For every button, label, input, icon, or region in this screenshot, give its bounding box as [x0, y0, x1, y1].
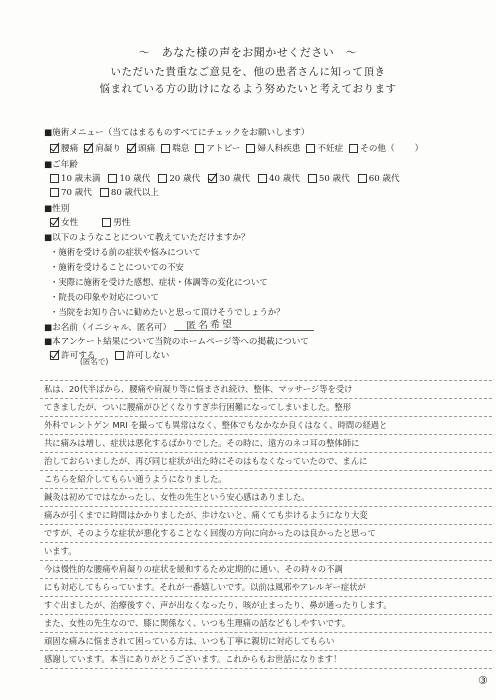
question-item: ・実際に施術を受けた感想、症状・体調等の変化について: [50, 277, 268, 287]
question-item: ・院長の印象や対応について: [50, 292, 159, 302]
ruled-line: [40, 524, 492, 525]
comment-line: 頑固な痛みに悩まされて困っている方は、いつも丁寧に親切に対応してもらい: [44, 636, 335, 646]
consent-note: (匿名で): [80, 357, 109, 366]
page-mark: ③: [478, 674, 488, 687]
name-heading: ■お名前（イニシャル、匿名可）: [44, 323, 172, 333]
menu-option[interactable]: 肩凝り: [84, 142, 121, 154]
consent-option[interactable]: 許可しない: [115, 349, 169, 361]
checkbox[interactable]: [258, 174, 267, 183]
consent-heading: ■本アンケート結果について当院のホームページ等への掲載について: [44, 337, 309, 347]
survey-title: ～ あなた様の声をお聞かせください ～: [138, 46, 358, 59]
checkbox[interactable]: [50, 144, 59, 153]
checkbox[interactable]: [50, 218, 59, 227]
question-item: ・施術を受ける前の症状や悩みについて: [50, 247, 201, 257]
consent-option[interactable]: 許可する: [50, 349, 95, 361]
ruled-line: [40, 614, 492, 615]
intro-line-2: 悩まれている方の助けになるよう努めたいと考えております: [99, 83, 397, 95]
name-underline: [174, 330, 314, 331]
consent-options: [50, 349, 169, 361]
age-option[interactable]: 10 歳未満: [50, 172, 100, 184]
menu-option[interactable]: 腰痛: [50, 142, 78, 154]
age-option[interactable]: 80 歳代以上: [100, 186, 159, 198]
checkbox[interactable]: [306, 144, 315, 153]
comment-line: にも対応してもらっています。それが一番嬉しいです。以前は風邪やアレルギー症状が: [44, 582, 366, 592]
menu-option[interactable]: 頭痛: [127, 142, 155, 154]
comment-line: 私は、20代半ばから、腰痛や肩凝り等に悩まされ続け、整体、マッサージ等を受け: [44, 384, 353, 394]
checkbox[interactable]: [50, 188, 59, 197]
age-option[interactable]: 20 歳代: [158, 172, 200, 184]
ruled-line: [40, 434, 492, 435]
comment-line: 痛みが引くまでに時間はかかりましたが、歩けないと、痛くても歩けるようになり大変: [44, 510, 368, 520]
ruled-line: [40, 470, 492, 471]
checkbox[interactable]: [161, 144, 170, 153]
checkbox[interactable]: [84, 144, 93, 153]
checkbox[interactable]: [115, 351, 124, 360]
comment-line: てきましたが、ついに腰痛がひどくなりすぎ歩行困難になってしまいました。整形: [44, 402, 351, 412]
age-option[interactable]: 10 歳代: [108, 172, 150, 184]
checkbox[interactable]: [102, 218, 111, 227]
comment-line: また、女性の先生なので、膝に関係なく、いつも生理痛の話などもしやすいです。: [44, 618, 350, 628]
comment-line: います。: [44, 546, 77, 556]
question-item: ・施術を受けることについての不安: [50, 262, 184, 272]
menu-option[interactable]: アトピー: [195, 142, 240, 154]
checkbox[interactable]: [358, 174, 367, 183]
checkbox[interactable]: [158, 174, 167, 183]
age-heading: ■ご年齢: [44, 160, 78, 170]
comment-line: 共に痛みは増し、症状は悪化するばかりでした。その時に、遠方のネコ耳の整体師に: [44, 438, 360, 448]
checkbox[interactable]: [50, 174, 59, 183]
checkbox[interactable]: [108, 174, 117, 183]
age-options-row-2: [50, 186, 159, 198]
ruled-line: [40, 542, 492, 543]
comment-line: こちらを紹介してもらい通うようになりました。: [44, 474, 227, 484]
ruled-line: [40, 506, 492, 507]
comment-line: すぐ出ましたが、治療後すぐ、声が出なくなったり、咳が止まったり、鼻が通ったりします。: [44, 600, 392, 610]
age-option[interactable]: 40 歳代: [258, 172, 300, 184]
gender-options: [50, 216, 130, 228]
comment-line: 感謝しています。本当にありがとうございます。これからもお世話になります！: [44, 654, 342, 664]
age-option[interactable]: 30 歳代: [208, 172, 250, 184]
ruled-line: [40, 632, 492, 633]
menu-option[interactable]: その他（ ）: [349, 142, 423, 154]
gender-option[interactable]: 男性: [102, 216, 130, 228]
name-value[interactable]: 匿名希望: [185, 319, 235, 332]
menu-option[interactable]: 不妊症: [306, 142, 343, 154]
checkbox[interactable]: [100, 188, 109, 197]
comment-line: ですが、そのような症状が悪化することなく回復の方向に向かったのは良かったと思って: [44, 528, 376, 538]
questions-heading: ■以下のようなことについて教えていただけますか？: [44, 233, 250, 243]
ruled-line: [40, 650, 492, 651]
intro-line-1: いただいた貴重なご意見を、他の患者さんに知って頂き: [110, 66, 386, 78]
comment-line: 治しておらいましたが、再び同じ症状が出た時にそのはもなくなっていたので、まんに: [44, 456, 368, 466]
ruled-line: [40, 380, 492, 381]
menu-options: [50, 142, 423, 154]
checkbox[interactable]: [246, 144, 255, 153]
comment-line: 鍼灸は初めてではなかったし、女性の先生という安心感はありました。: [44, 492, 310, 502]
ruled-line: [40, 596, 492, 597]
question-item: ・当院をお知り合いに勧めたいと思って頂けそうでしょうか？: [50, 307, 285, 317]
comment-line: 外科でレントゲン MRI を撮っても異常はなく、整体でもなかなか良くはなく、時間の経過と: [44, 420, 388, 430]
gender-heading: ■性別: [44, 204, 70, 214]
checkbox[interactable]: [127, 144, 136, 153]
menu-heading: ■施術メニュー（当てはまるものすべてにチェックをお願いします）: [44, 128, 310, 138]
age-option[interactable]: 70 歳代: [50, 186, 92, 198]
age-options-row-1: [50, 172, 400, 184]
ruled-line: [40, 452, 492, 453]
checkbox[interactable]: [349, 144, 358, 153]
ruled-line: [40, 578, 492, 579]
age-option[interactable]: 50 歳代: [308, 172, 350, 184]
checkbox[interactable]: [208, 174, 217, 183]
menu-option[interactable]: 婦人科疾患: [246, 142, 300, 154]
ruled-line: [40, 668, 492, 669]
checkbox[interactable]: [50, 351, 59, 360]
checkbox[interactable]: [308, 174, 317, 183]
ruled-line: [40, 416, 492, 417]
ruled-line: [40, 398, 492, 399]
checkbox[interactable]: [195, 144, 204, 153]
ruled-line: [40, 488, 492, 489]
age-option[interactable]: 60 歳代: [358, 172, 400, 184]
ruled-line: [40, 560, 492, 561]
comment-line: 今は慢性的な腰痛や肩凝りの症状を緩和するため定期的に通い、その時々の不調: [44, 564, 343, 574]
menu-option[interactable]: 喘息: [161, 142, 189, 154]
gender-option[interactable]: 女性: [50, 216, 78, 228]
